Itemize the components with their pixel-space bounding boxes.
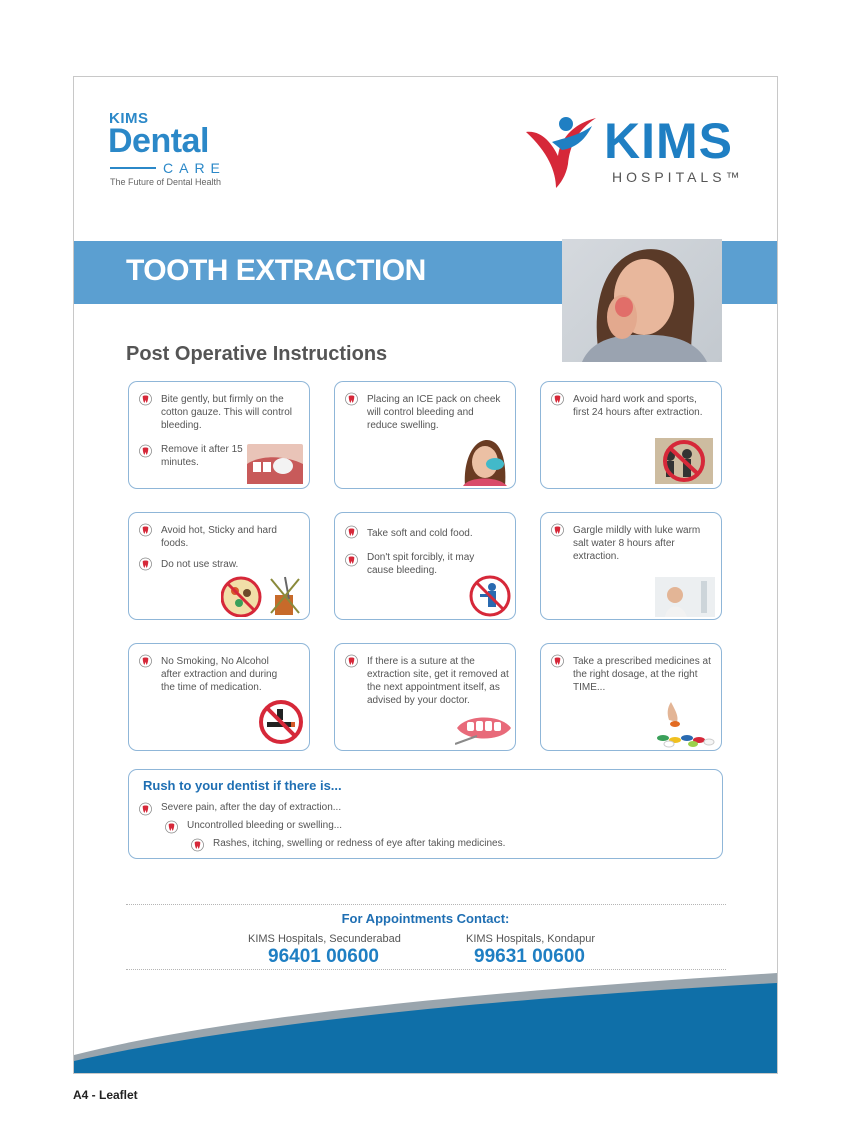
- rush-item: Rashes, itching, swelling or redness of eye after taking medicines.: [213, 838, 506, 849]
- rush-item: Uncontrolled bleeding or swelling...: [187, 820, 343, 831]
- kims-dental-care-logo: [109, 110, 244, 190]
- tooth-icon: [139, 392, 152, 406]
- instruction-text: Remove it after 15 minutes.: [161, 444, 243, 468]
- no-smoking-icon: [259, 700, 303, 744]
- instruction-card-9: [540, 643, 722, 751]
- instruction-card-8: [334, 643, 516, 751]
- instruction-text: Placing an ICE pack on cheek will control bleeding and reduce swelling.: [367, 394, 501, 431]
- contact-title: For Appointments Contact:: [341, 911, 510, 926]
- instruction-card-5: [334, 512, 516, 620]
- instruction-card-1: [128, 381, 310, 489]
- tooth-icon: [345, 654, 358, 668]
- medicines-image: [649, 702, 719, 748]
- kims-figure-icon: [522, 112, 604, 192]
- kims-wordmark: KIMS: [604, 113, 733, 169]
- location-kondapur: KIMS Hospitals, Kondapur: [466, 933, 596, 945]
- tooth-icon: [139, 523, 152, 537]
- instruction-text: Take soft and cold food.: [367, 528, 473, 539]
- leaflet-page: [73, 76, 778, 1074]
- location-secunderabad: KIMS Hospitals, Secunderabad: [248, 933, 401, 945]
- instruction-text: Avoid hot, Sticky and hard foods.: [161, 525, 277, 549]
- tooth-icon: [345, 525, 358, 539]
- instruction-text: No Smoking, No Alcohol after extraction and during the time of medication.: [161, 656, 278, 693]
- dental-logo-kims: KIMS: [109, 110, 149, 127]
- dental-logo-tagline: The Future of Dental Health: [110, 177, 222, 187]
- instruction-text: Avoid hard work and sports, first 24 hours after extraction.: [573, 394, 703, 418]
- tooth-icon: [345, 553, 358, 567]
- tooth-icon: [191, 838, 204, 852]
- no-hard-food-straw-image: [221, 573, 303, 617]
- dental-logo-care: CARE: [163, 160, 226, 176]
- tooth-icon: [551, 392, 564, 406]
- suture-image: [455, 708, 513, 748]
- instruction-text: Bite gently, but firmly on the cotton gauze. This will control bleeding.: [161, 394, 292, 431]
- gauze-bite-image: [247, 444, 303, 484]
- instruction-card-3: [540, 381, 722, 489]
- no-sports-image: [655, 438, 713, 484]
- tooth-icon: [139, 557, 152, 571]
- divider: [126, 904, 726, 905]
- instruction-card-7: [128, 643, 310, 751]
- instruction-card-6: [540, 512, 722, 620]
- tooth-icon: [165, 820, 178, 834]
- no-spitting-icon: [469, 575, 511, 617]
- footer-wave: [74, 967, 777, 1073]
- instruction-card-4: [128, 512, 310, 620]
- instruction-card-2: [334, 381, 516, 489]
- rush-to-dentist-box: [128, 769, 723, 859]
- tooth-icon: [345, 392, 358, 406]
- gargle-image: [655, 577, 715, 617]
- tooth-icon: [139, 802, 152, 816]
- rush-title: Rush to your dentist if there is...: [143, 778, 342, 793]
- tooth-icon: [139, 444, 152, 458]
- tooth-icon: [551, 654, 564, 668]
- instruction-text: Don't spit forcibly, it may cause bleeding.: [367, 552, 475, 576]
- instruction-text: Gargle mildly with luke warm salt water 8 hours after extraction.: [573, 525, 701, 562]
- format-label: A4 - Leaflet: [73, 1088, 138, 1102]
- instruction-text: Do not use straw.: [161, 559, 239, 570]
- hospitals-wordmark: HOSPITALS™: [612, 169, 744, 185]
- instruction-text: Take a prescribed medicines at the right dosage, at the right TIME...: [573, 656, 711, 693]
- instruction-text: If there is a suture at the extraction site, get it removed at the next appointment itself, as advised by your doctor.: [367, 656, 509, 706]
- dental-logo-line: [110, 167, 156, 169]
- rush-item: Severe pain, after the day of extraction...: [161, 802, 342, 813]
- kims-hospitals-logo: [522, 112, 747, 192]
- ice-pack-image: [455, 436, 511, 486]
- tooth-icon: [551, 523, 564, 537]
- page-title: TOOTH EXTRACTION: [126, 254, 426, 287]
- dental-logo-dental: Dental: [108, 122, 209, 160]
- section-heading: Post Operative Instructions: [126, 343, 388, 365]
- phone-kondapur[interactable]: 99631 00600: [474, 946, 585, 967]
- woman-toothache-photo: [562, 239, 722, 362]
- tooth-icon: [139, 654, 152, 668]
- phone-secunderabad[interactable]: 96401 00600: [268, 946, 379, 967]
